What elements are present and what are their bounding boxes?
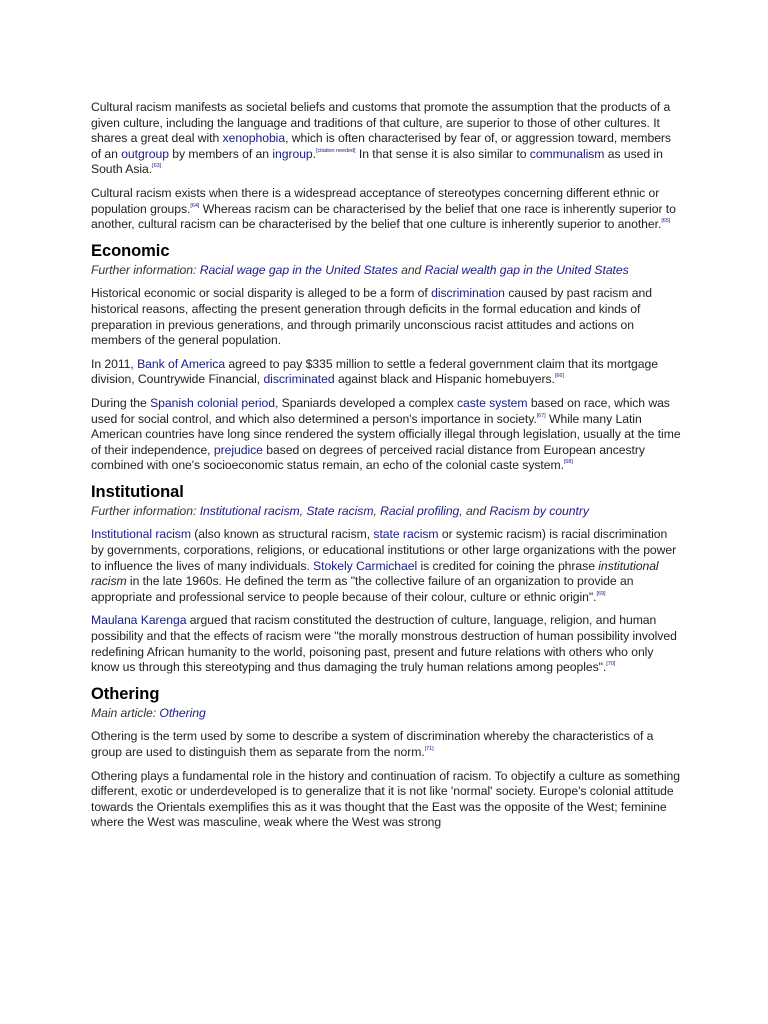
text: , and (459, 503, 490, 518)
text: based on degrees of perceived racial distance from European ancestry combined with one's socioeconomic status remain, an echo of the colonial caste system. (91, 442, 645, 473)
paragraph-economic-3 (91, 396, 681, 474)
citation-69[interactable]: [69] (596, 590, 606, 597)
text: by members of an (168, 146, 273, 161)
text: Othering is the term used by some to describe a system of discrimination whereby the characteristics of a group are used to distinguish them as separate from the norm. (91, 729, 654, 759)
link-discrimination[interactable]: discrimination (431, 286, 505, 301)
citation-68[interactable]: [68] (563, 459, 573, 466)
text: agreed to pay $335 million to settle a federal government claim that its mortgage division, Countrywide Financial, (91, 356, 658, 387)
citation-70[interactable]: [70] (606, 661, 616, 668)
text: Cultural racism exists when there is a widespread acceptance of stereotypes concerning different ethnic or population groups. (91, 185, 660, 216)
text: . (312, 146, 316, 161)
heading-economic: Economic (91, 241, 170, 260)
text: In 2011, (91, 356, 138, 371)
citation-67[interactable]: [67] (536, 412, 546, 419)
text: in the late 1960s. He defined the term as "the collective failure of an organization to provide an appropriate and professional service to people because of their colour, culture or ethnic origin". (91, 574, 634, 604)
citation-71[interactable]: [71] (424, 746, 434, 752)
text: as used in South Asia. (91, 146, 663, 177)
text: During the (91, 395, 151, 410)
link-prejudice[interactable]: prejudice (213, 442, 263, 457)
link-racial-wealth-gap[interactable]: Racial wealth gap in the United States (424, 262, 629, 277)
text: Othering plays a fundamental role in the history and continuation of racism. To objectify a culture as something different, exotic or underdeveloped is to generalize that it is not like 'normal' society. Europe's colonial attitude towards the Orientals exemplifies this as it was thought that the East was the opposite of the West; feminine where the West was masculine, weak where the West was strong (91, 768, 680, 830)
text: In that sense it is also similar to (355, 146, 530, 161)
text: and (397, 262, 425, 277)
text: caused by past racism and historical reasons, affecting the present generation through deficits in the formal education and kinds of preparation in previous generations, and through primarily unconscious racist attitudes and actions on members of the general population. (91, 286, 652, 348)
heading-othering: Othering (91, 684, 160, 703)
hatnote-institutional (91, 504, 681, 520)
text: argued that racism constituted the destruction of culture, language, religion, and human possibility and that the effects of racism were "the morally monstrous destruction of human possibility involved redefining African humanity to the world, poisoning past, present and future relations with others who only know us through this stereotyping and thus damaging the truly human relations among peoples". (91, 613, 677, 675)
text: , (373, 503, 381, 518)
text: , which is often characterised by fear of, or aggression toward, members of an (91, 131, 671, 161)
link-xenophobia[interactable]: xenophobia (222, 131, 286, 146)
text: is credited for coining the phrase (417, 558, 599, 573)
paragraph-economic-2 (91, 357, 681, 388)
paragraph-institutional-2 (91, 613, 681, 675)
text: Historical economic or social disparity is alleged to be a form of (91, 286, 432, 301)
paragraph-economic-1 (91, 286, 681, 348)
citation-64[interactable]: [64] (190, 202, 200, 209)
text: , (299, 503, 307, 518)
link-institutional-racism-inline[interactable]: Institutional racism (91, 527, 191, 542)
link-spanish-colonial-period[interactable]: Spanish colonial period (150, 395, 275, 410)
article-body (91, 100, 681, 839)
emphasis: institutional racism (91, 558, 659, 589)
citation-66[interactable]: [66] (554, 373, 564, 380)
paragraph-institutional-1 (91, 527, 681, 605)
text: based on race, which was used for social control, and which also determined a person's importance in society. (91, 395, 670, 426)
hatnote-prefix: Main article: (91, 705, 160, 720)
link-racial-wage-gap[interactable]: Racial wage gap in the United States (199, 262, 398, 277)
link-ingroup[interactable]: ingroup (272, 146, 313, 161)
link-racial-profiling[interactable]: Racial profiling (380, 503, 460, 518)
heading-institutional: Institutional (91, 482, 184, 501)
hatnote-economic (91, 263, 681, 279)
link-outgroup[interactable]: outgroup (121, 146, 169, 161)
citation-63[interactable]: [63] (152, 163, 162, 170)
link-maulana-karenga[interactable]: Maulana Karenga (91, 613, 187, 628)
link-racism-by-country[interactable]: Racism by country (489, 503, 589, 518)
link-institutional-racism[interactable]: Institutional racism (199, 503, 300, 518)
citation-needed[interactable]: [citation needed] (316, 147, 356, 154)
citation-65[interactable]: [65] (661, 218, 671, 225)
hatnote-prefix: Further information: (91, 262, 200, 277)
paragraph-othering-1 (91, 729, 681, 760)
text: , Spaniards developed a complex (274, 395, 457, 410)
text: (also known as structural racism, (190, 527, 374, 542)
paragraph-cultural-1 (91, 100, 681, 178)
link-discriminated[interactable]: discriminated (263, 372, 335, 387)
text: Whereas racism can be characterised by the belief that one race is inherently superior to another, cultural racism can be characterised by the belief that one culture is inherently superior to another. (91, 201, 676, 232)
text: Cultural racism manifests as societal beliefs and customs that promote the assumption that the products of a given culture, including the language and traditions of that culture, are superior to those of other cultures. It shares a great deal with (91, 100, 671, 146)
paragraph-othering-2 (91, 769, 681, 831)
link-othering[interactable]: Othering (159, 705, 206, 720)
link-state-racism-inline[interactable]: state racism (373, 527, 439, 542)
link-communalism[interactable]: communalism (529, 146, 605, 161)
hatnote-prefix: Further information: (91, 503, 200, 518)
paragraph-cultural-2 (91, 186, 681, 233)
link-caste-system[interactable]: caste system (456, 395, 528, 410)
text: against black and Hispanic homebuyers. (334, 372, 555, 387)
link-state-racism[interactable]: State racism (306, 503, 374, 518)
link-bank-of-america[interactable]: Bank of America (137, 356, 226, 371)
text: or systemic racism) is racial discrimination by governments, corporations, religions, or educational institutions or other large organizations with the power to influence the lives of many individuals. (91, 527, 677, 573)
text: While many Latin American countries have long since rendered the system officially illegal through legislation, usually at the time of their independence, (91, 411, 681, 457)
link-stokely-carmichael[interactable]: Stokely Carmichael (313, 558, 418, 573)
hatnote-othering (91, 706, 681, 722)
